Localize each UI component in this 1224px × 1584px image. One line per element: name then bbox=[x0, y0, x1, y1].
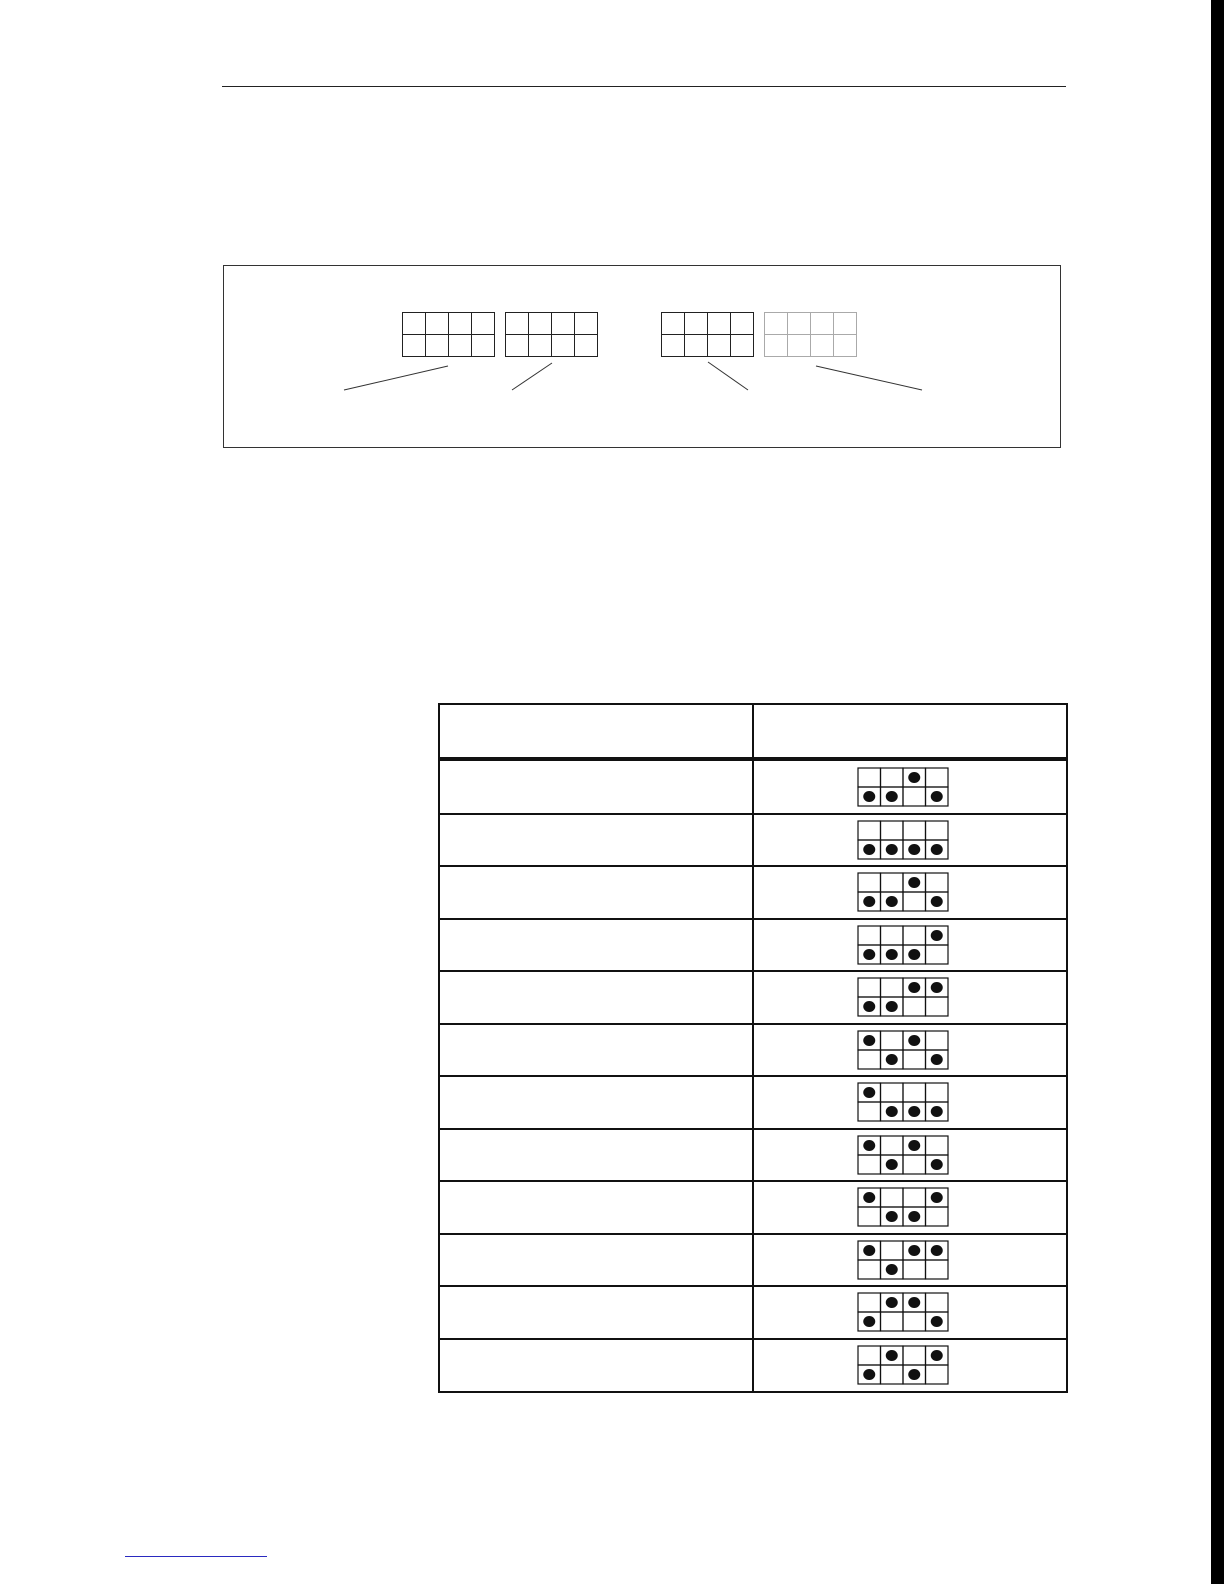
code-structure-diagram bbox=[223, 265, 1061, 448]
dot bbox=[886, 1297, 898, 1308]
dot bbox=[908, 772, 920, 783]
pattern-cell bbox=[903, 1050, 926, 1069]
pattern-cell bbox=[903, 821, 926, 840]
pattern-cell bbox=[881, 978, 904, 997]
dot bbox=[908, 1211, 920, 1222]
connector-line-4 bbox=[816, 366, 922, 390]
dot bbox=[886, 1106, 898, 1117]
pattern-cell bbox=[858, 1102, 881, 1121]
pattern-cell bbox=[903, 1155, 926, 1174]
pattern-cell bbox=[903, 1346, 926, 1365]
dot bbox=[863, 1140, 875, 1151]
pattern-cell bbox=[858, 1260, 881, 1279]
dot-pattern bbox=[857, 1240, 949, 1280]
pattern-cell bbox=[903, 1260, 926, 1279]
dot bbox=[863, 1087, 875, 1098]
table-row bbox=[440, 919, 1066, 972]
dot bbox=[886, 1159, 898, 1170]
pattern-cell bbox=[881, 1083, 904, 1102]
dot bbox=[863, 844, 875, 855]
pattern-cell bbox=[903, 1312, 926, 1331]
dot bbox=[908, 1106, 920, 1117]
pattern-cell bbox=[858, 1293, 881, 1312]
dot bbox=[886, 949, 898, 960]
pattern-cell bbox=[926, 1031, 949, 1050]
table-row bbox=[440, 814, 1066, 867]
dot bbox=[931, 1192, 943, 1203]
pattern-cell bbox=[903, 787, 926, 806]
footnote-rule bbox=[125, 1556, 267, 1557]
dot-pattern bbox=[857, 1135, 949, 1175]
pattern-cell bbox=[903, 1188, 926, 1207]
dot bbox=[886, 896, 898, 907]
pattern-cell bbox=[858, 978, 881, 997]
pattern-cell bbox=[858, 821, 881, 840]
pattern-cell bbox=[903, 892, 926, 911]
dot bbox=[931, 1316, 943, 1327]
pattern-cell bbox=[858, 873, 881, 892]
pattern-cell bbox=[903, 997, 926, 1016]
header-rule bbox=[222, 86, 1066, 87]
pattern-cell bbox=[926, 945, 949, 964]
dot-pattern bbox=[857, 820, 949, 860]
dot-pattern bbox=[857, 767, 949, 807]
dot bbox=[931, 791, 943, 802]
pattern-cell bbox=[926, 1083, 949, 1102]
connector-line-3 bbox=[708, 362, 748, 390]
pattern-cell bbox=[926, 1260, 949, 1279]
dot bbox=[886, 844, 898, 855]
dot bbox=[863, 1316, 875, 1327]
table-row bbox=[440, 1076, 1066, 1129]
pattern-cell bbox=[881, 926, 904, 945]
dot bbox=[886, 791, 898, 802]
page-edge-bar bbox=[1211, 0, 1224, 1584]
dot-pattern bbox=[857, 1292, 949, 1332]
dot bbox=[931, 1106, 943, 1117]
dot bbox=[886, 1350, 898, 1361]
connector-lines bbox=[224, 266, 1062, 449]
pattern-cell bbox=[858, 926, 881, 945]
pattern-cell bbox=[858, 1346, 881, 1365]
pattern-cell bbox=[903, 1083, 926, 1102]
code-group-3 bbox=[661, 312, 754, 357]
table-row bbox=[440, 1234, 1066, 1287]
dot-pattern bbox=[857, 977, 949, 1017]
pattern-cell bbox=[903, 926, 926, 945]
dot bbox=[931, 1159, 943, 1170]
dot bbox=[886, 1001, 898, 1012]
dot bbox=[931, 982, 943, 993]
connector-line-1 bbox=[344, 366, 448, 390]
dot bbox=[908, 1140, 920, 1151]
dot bbox=[886, 1264, 898, 1275]
pattern-cell bbox=[926, 1365, 949, 1384]
dot-pattern bbox=[857, 1082, 949, 1122]
pattern-cell bbox=[881, 768, 904, 787]
dot bbox=[863, 949, 875, 960]
dot bbox=[931, 844, 943, 855]
dot bbox=[908, 1245, 920, 1256]
dot-pattern bbox=[857, 1187, 949, 1227]
dot bbox=[908, 844, 920, 855]
table-row bbox=[440, 761, 1066, 814]
pattern-cell bbox=[858, 1207, 881, 1226]
dot bbox=[908, 877, 920, 888]
dot bbox=[863, 1369, 875, 1380]
dot bbox=[931, 930, 943, 941]
pattern-cell bbox=[881, 1312, 904, 1331]
dot bbox=[886, 1054, 898, 1065]
dot bbox=[863, 791, 875, 802]
code-group-1 bbox=[402, 312, 495, 357]
pattern-cell bbox=[926, 873, 949, 892]
pattern-cell bbox=[858, 768, 881, 787]
dot bbox=[931, 896, 943, 907]
dot bbox=[908, 982, 920, 993]
code-group-2 bbox=[505, 312, 598, 357]
pattern-cell bbox=[881, 1365, 904, 1384]
pattern-cell bbox=[881, 1241, 904, 1260]
pattern-cell bbox=[926, 821, 949, 840]
dot-pattern bbox=[857, 1030, 949, 1070]
connector-line-2 bbox=[512, 363, 552, 390]
pattern-cell bbox=[881, 1031, 904, 1050]
dot bbox=[931, 1350, 943, 1361]
dot-pattern bbox=[857, 1345, 949, 1385]
table-row bbox=[440, 1181, 1066, 1234]
dot bbox=[908, 1035, 920, 1046]
pattern-cell bbox=[926, 1207, 949, 1226]
dot bbox=[863, 1001, 875, 1012]
dot bbox=[886, 1211, 898, 1222]
table-row bbox=[440, 1024, 1066, 1077]
dot bbox=[908, 1369, 920, 1380]
dot bbox=[908, 1297, 920, 1308]
pattern-cell bbox=[881, 1188, 904, 1207]
dot bbox=[863, 1245, 875, 1256]
dot bbox=[863, 1192, 875, 1203]
table-row bbox=[440, 1339, 1066, 1392]
code-table bbox=[438, 703, 1068, 1393]
pattern-cell bbox=[881, 1136, 904, 1155]
pattern-cell bbox=[926, 997, 949, 1016]
table-row bbox=[440, 866, 1066, 919]
pattern-cell bbox=[926, 1136, 949, 1155]
pattern-cell bbox=[858, 1050, 881, 1069]
pattern-cell bbox=[881, 873, 904, 892]
pattern-cell bbox=[858, 1155, 881, 1174]
dot bbox=[863, 896, 875, 907]
dot bbox=[863, 1035, 875, 1046]
dot bbox=[908, 949, 920, 960]
code-group-4 bbox=[764, 312, 857, 357]
dot bbox=[931, 1054, 943, 1065]
table-row bbox=[440, 1286, 1066, 1339]
pattern-cell bbox=[926, 1293, 949, 1312]
dot-pattern bbox=[857, 872, 949, 912]
pattern-cell bbox=[881, 821, 904, 840]
table-row bbox=[440, 971, 1066, 1024]
dot-pattern bbox=[857, 925, 949, 965]
dot bbox=[931, 1245, 943, 1256]
table-row bbox=[440, 1129, 1066, 1182]
pattern-cell bbox=[926, 768, 949, 787]
